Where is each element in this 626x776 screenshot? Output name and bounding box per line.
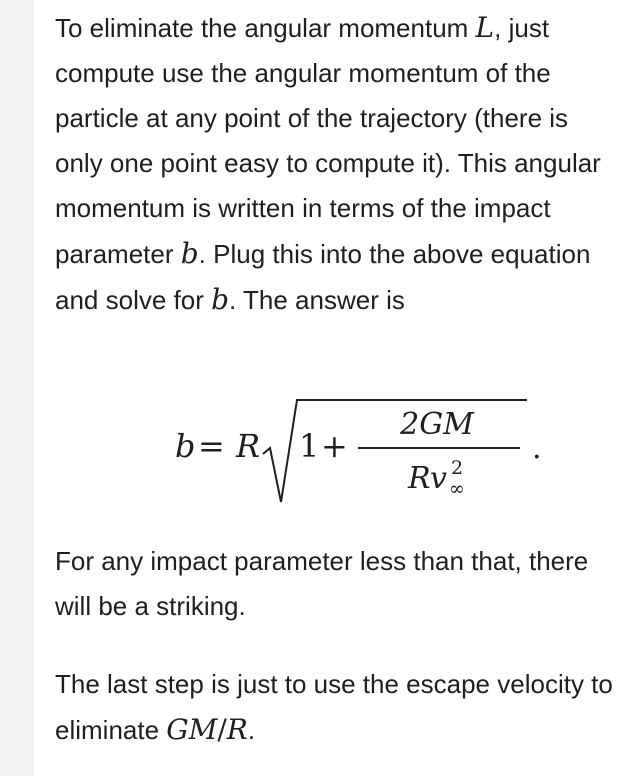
- paragraph-2: For any impact parameter less than that, there will be a striking.: [55, 546, 589, 621]
- denominator-v: v: [430, 461, 447, 496]
- paragraph-1-text-c: . Plug this into the above equation and solve for: [55, 239, 591, 315]
- paragraph-3-text-a: The last step is just to use the escape velocity to eliminate: [55, 669, 613, 745]
- eq-lhs: b: [175, 427, 196, 465]
- impact-parameter-equation: [175, 390, 575, 510]
- math-L: L: [475, 11, 495, 44]
- paragraph-1-text-a: To eliminate the angular momentum: [55, 13, 476, 43]
- fraction-numerator: 2GM: [400, 407, 474, 442]
- paragraph-1-text-d: . The answer is: [229, 285, 405, 315]
- eq-plus: +: [321, 427, 348, 465]
- eq-R: R: [236, 427, 261, 465]
- eq-one: 1: [299, 427, 320, 465]
- math-GM: GM: [166, 713, 218, 746]
- paragraph-1: [55, 5, 615, 323]
- math-R: R: [226, 713, 248, 746]
- paragraph-1-text-b: , just compute use the angular momentum of the particle at any point of the trajectory (there is only one point easy to compute it). This angular momentum is written in terms of the impact parameter: [55, 13, 601, 269]
- left-gutter: [0, 0, 34, 776]
- math-b: b: [180, 237, 199, 270]
- math-slash: /: [217, 713, 227, 746]
- denominator-subscript: ∞: [449, 478, 465, 500]
- denominator-superscript: 2: [451, 457, 464, 479]
- eq-period: .: [532, 431, 542, 466]
- paragraph-3-text-b: .: [247, 715, 256, 745]
- math-b: b: [211, 283, 230, 316]
- denominator-R: R: [408, 461, 431, 496]
- eq-equals: =: [198, 427, 225, 465]
- paragraph-3: [55, 662, 615, 753]
